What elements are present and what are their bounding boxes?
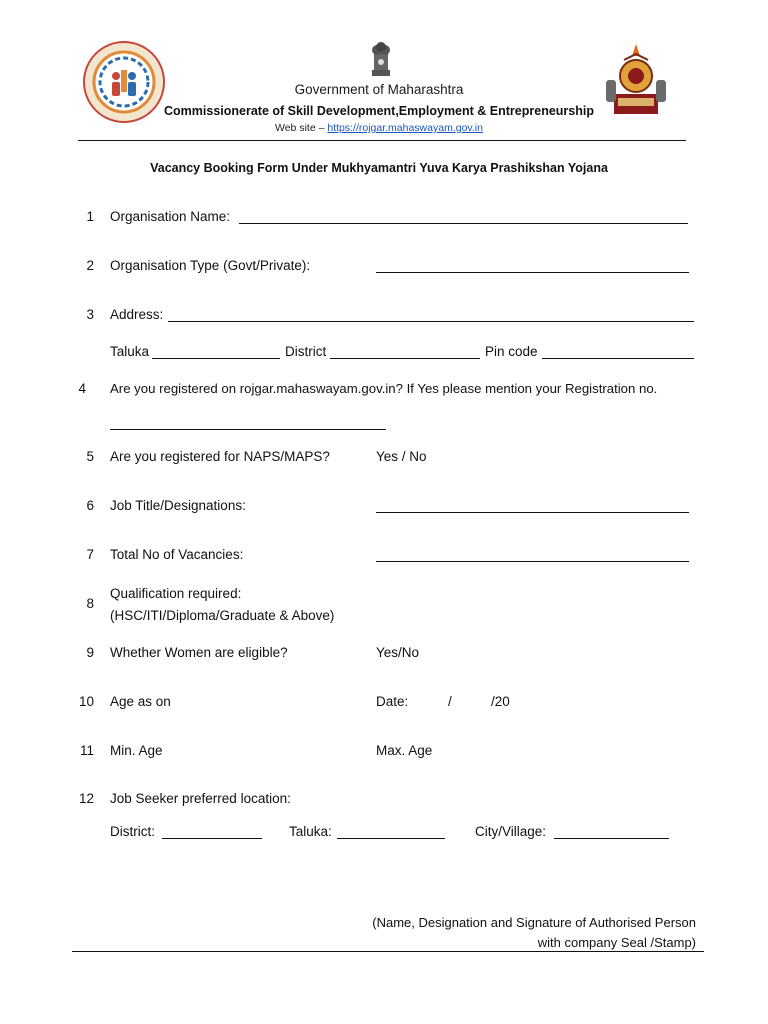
website-label: Web site – — [275, 122, 325, 134]
qualification-label: Qualification required: — [110, 586, 242, 601]
naps-maps-answer[interactable]: Yes / No — [376, 449, 427, 464]
district-field[interactable] — [330, 346, 480, 359]
item-number: 9 — [86, 645, 94, 660]
item-number: 12 — [78, 791, 94, 806]
organisation-type-label: Organisation Type (Govt/Private): — [110, 258, 311, 273]
women-eligible-question: Whether Women are eligible? — [110, 645, 288, 660]
government-title: Government of Maharashtra — [294, 82, 464, 97]
website-line — [0, 122, 758, 134]
item-number: 5 — [86, 449, 94, 464]
item-number: 2 — [86, 258, 94, 273]
pincode-field[interactable] — [542, 346, 694, 359]
date-label: Date: — [376, 694, 409, 709]
job-title-label: Job Title/Designations: — [110, 498, 246, 513]
location-city-label: City/Village: — [475, 824, 547, 839]
footer-divider — [72, 951, 704, 952]
taluka-label: Taluka — [110, 344, 150, 359]
taluka-field[interactable] — [152, 346, 280, 359]
vacancies-field[interactable] — [376, 549, 689, 562]
address-field[interactable] — [168, 309, 694, 322]
address-label: Address: — [110, 307, 164, 322]
job-title-field[interactable] — [376, 500, 689, 513]
district-label: District — [285, 344, 327, 359]
location-city-field[interactable] — [554, 826, 669, 839]
location-district-label: District: — [110, 824, 155, 839]
item-number: 10 — [78, 694, 94, 709]
vacancies-label: Total No of Vacancies: — [110, 547, 244, 562]
location-taluka-field[interactable] — [337, 826, 445, 839]
naps-maps-question: Are you registered for NAPS/MAPS? — [110, 449, 330, 464]
date-separator: / — [448, 694, 452, 709]
location-taluka-label: Taluka: — [289, 824, 332, 839]
registration-number-field[interactable] — [110, 417, 386, 430]
form-title: Vacancy Booking Form Under Mukhyamantri Yuva Karya Prashikshan Yojana — [150, 161, 608, 175]
age-as-on-label: Age as on — [110, 694, 171, 709]
organisation-name-label: Organisation Name: — [110, 209, 231, 224]
website-link[interactable]: https://rojgar.mahaswayam.gov.in — [327, 122, 483, 134]
item-number: 8 — [86, 596, 94, 611]
signature-block — [372, 913, 696, 953]
item-number: 6 — [86, 498, 94, 513]
qualification-options: (HSC/ITI/Diploma/Graduate & Above) — [110, 608, 335, 623]
location-district-field[interactable] — [162, 826, 262, 839]
signature-line-1: (Name, Designation and Signature of Authorised Person — [372, 915, 696, 930]
item-number: 3 — [86, 307, 94, 322]
commissionerate-title: Commissionerate of Skill Development,Employment & Entrepreneurship — [164, 104, 594, 118]
national-emblem-icon — [367, 40, 395, 80]
organisation-type-field[interactable] — [376, 260, 689, 273]
preferred-location-label: Job Seeker preferred location: — [110, 791, 291, 806]
item-number: 1 — [86, 209, 94, 224]
women-eligible-answer[interactable]: Yes/No — [376, 645, 420, 660]
date-year[interactable]: /20 — [491, 694, 510, 709]
max-age-label: Max. Age — [376, 743, 433, 758]
min-age-label: Min. Age — [110, 743, 163, 758]
signature-line-2: with company Seal /Stamp) — [537, 935, 696, 950]
registration-question: Are you registered on rojgar.mahaswayam.gov.in? If Yes please mention your Registration no. — [110, 381, 658, 396]
header-divider — [78, 140, 686, 141]
item-number: 4 — [78, 381, 86, 396]
item-number: 7 — [86, 547, 94, 562]
pincode-label: Pin code — [485, 344, 538, 359]
organisation-name-field[interactable] — [239, 211, 688, 224]
item-number: 11 — [79, 743, 94, 758]
